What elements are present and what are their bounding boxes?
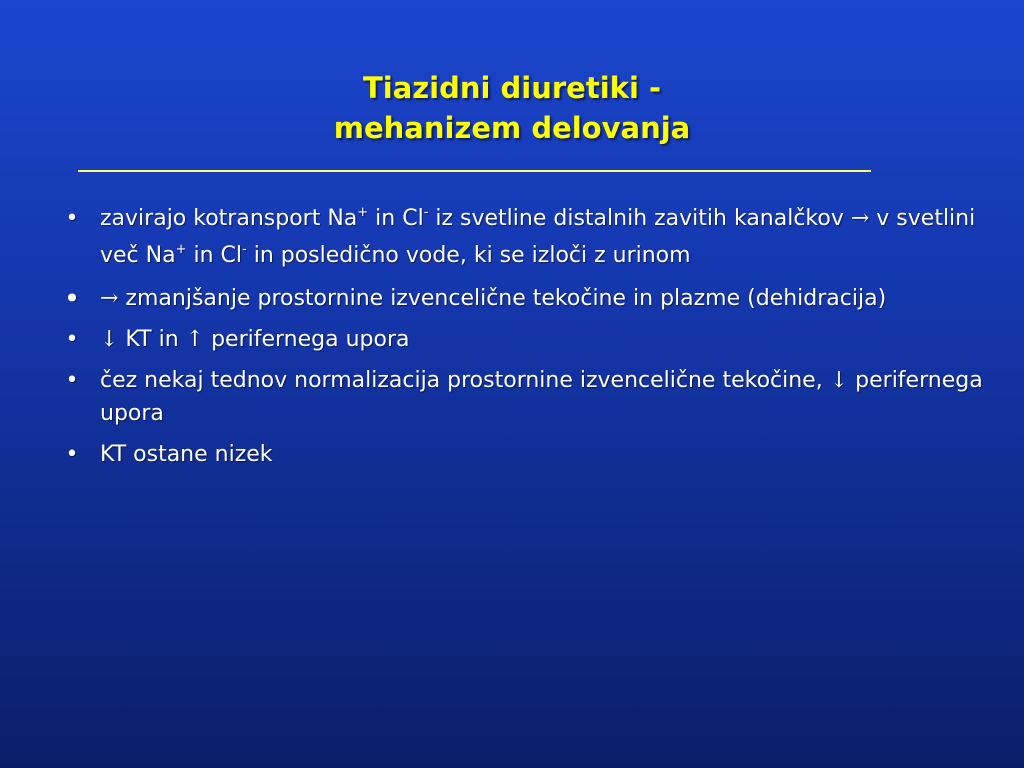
title-line-1: Tiazidni diuretiki - xyxy=(362,71,662,105)
item-1-text-e: in Cl xyxy=(186,243,243,268)
bullet-icon: • xyxy=(65,327,79,352)
item-1-sup-b: - xyxy=(423,205,429,220)
item-1-sup-a: + xyxy=(357,205,369,220)
bullet-icon: • xyxy=(65,442,79,467)
title-divider xyxy=(78,170,871,172)
bullet-icon: • xyxy=(65,206,79,231)
item-3-text-a: KT in xyxy=(118,327,186,352)
item-2-text: zmanjšanje prostornine izvencelične tekočine in plazme (dehidracija) xyxy=(118,286,887,311)
item-4-text-b: perifernega upora xyxy=(100,368,983,426)
list-item xyxy=(58,200,988,274)
item-1-sup-d: - xyxy=(242,242,247,257)
item-1-text-f: in posledično vode, ki se izloči z urinom xyxy=(246,243,691,268)
list-item xyxy=(58,364,988,430)
item-3-text-b: perifernega upora xyxy=(204,327,410,352)
right-arrow-icon: → xyxy=(100,286,119,311)
item-5-text: KT ostane nizek xyxy=(100,442,273,467)
list-item xyxy=(58,438,988,471)
title-line-2: mehanizem delovanja xyxy=(333,111,691,145)
down-arrow-icon: ↓ xyxy=(829,368,849,393)
item-1-sup-c: + xyxy=(175,242,187,257)
item-4-text-a: čez nekaj tednov normalizacija prostornine izvencelične tekočine, xyxy=(100,368,830,393)
down-arrow-icon: ↓ xyxy=(100,327,119,352)
bullet-icon: • xyxy=(63,282,81,315)
list-item xyxy=(58,282,988,315)
list-item xyxy=(58,323,988,356)
bullet-icon: • xyxy=(65,368,79,393)
item-1-text-a: zavirajo kotransport Na xyxy=(100,206,358,231)
item-1-text-c: iz svetline distalnih zavitih kanalčkov xyxy=(428,206,851,231)
slide-title xyxy=(0,68,1024,148)
item-1-text-d: v svetlini več Na xyxy=(100,206,976,268)
right-arrow-icon: → xyxy=(850,206,870,231)
up-arrow-icon: ↑ xyxy=(185,327,205,352)
bullet-list xyxy=(58,200,988,471)
item-1-text-b: in Cl xyxy=(368,206,424,231)
